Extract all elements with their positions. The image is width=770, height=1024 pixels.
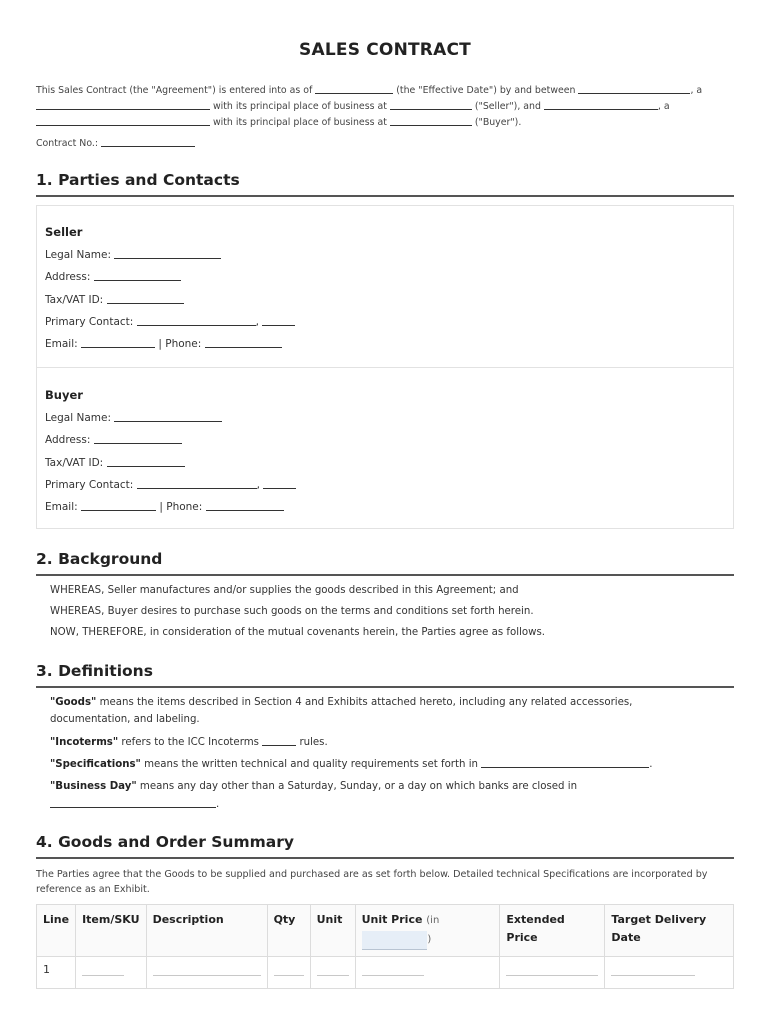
buyer-entity-type-field[interactable] — [36, 116, 210, 126]
definition-business-day: "Business Day" means any day other than a Saturday, Sunday, or a day on which banks are closed in — [50, 781, 578, 792]
buyer-legal-name-field[interactable] — [114, 412, 222, 422]
row-unit-cell[interactable] — [310, 957, 355, 989]
effective-date-field[interactable] — [315, 84, 393, 94]
incoterms-version-field[interactable] — [262, 736, 296, 746]
row-line-number: 1 — [37, 957, 76, 989]
seller-tax-id-row: Tax/VAT ID: — [45, 294, 184, 306]
seller-legal-name-field[interactable] — [114, 249, 221, 259]
col-unit: Unit — [310, 905, 355, 957]
col-target-delivery-date: Target Delivery Date — [605, 905, 734, 957]
seller-email-field[interactable] — [81, 338, 155, 348]
row-item-sku-cell[interactable] — [76, 957, 146, 989]
col-line: Line — [37, 905, 76, 957]
definition-goods-cont: documentation, and labeling. — [50, 714, 200, 725]
definition-business-day-cont: . — [50, 798, 219, 810]
seller-address-line-field[interactable] — [94, 271, 181, 281]
seller-title: Seller — [45, 225, 83, 239]
background-now-therefore: NOW, THEREFORE, in consideration of the mutual covenants herein, the Parties agree as follows. — [50, 627, 546, 638]
col-description: Description — [146, 905, 267, 957]
document-title: SALES CONTRACT — [299, 40, 471, 60]
buyer-phone-field[interactable] — [206, 501, 284, 511]
buyer-legal-name-row: Legal Name: — [45, 412, 222, 424]
business-day-jurisdiction-field[interactable] — [50, 798, 216, 808]
buyer-email-row: Email: | Phone: — [45, 501, 284, 513]
seller-entity-type-field[interactable] — [36, 100, 210, 110]
contract-number-field[interactable] — [101, 137, 195, 147]
specifications-reference-field[interactable] — [481, 758, 649, 768]
goods-table — [36, 904, 734, 989]
col-item-sku: Item/SKU — [76, 905, 146, 957]
row-qty-cell[interactable] — [267, 957, 310, 989]
buyer-address-row: Address: — [45, 434, 182, 446]
buyer-address-line-field[interactable] — [94, 434, 182, 444]
section-2-heading: 2. Background — [36, 550, 734, 576]
buyer-contact-name-field[interactable] — [137, 479, 257, 489]
buyer-primary-contact-row: Primary Contact: , — [45, 479, 296, 491]
row-unit-price-cell[interactable] — [355, 957, 500, 989]
section-4-heading: 4. Goods and Order Summary — [36, 833, 734, 859]
seller-block — [37, 206, 733, 368]
buyer-address-field[interactable] — [390, 116, 472, 126]
intro-line-2: with its principal place of business at ("Seller"), and , a — [36, 100, 736, 112]
definition-goods: "Goods" means the items described in Section 4 and Exhibits attached hereto, including any related accessories, — [50, 697, 633, 708]
seller-email-row: Email: | Phone: — [45, 338, 282, 350]
row-extended-price-cell[interactable] — [500, 957, 605, 989]
buyer-email-field[interactable] — [81, 501, 156, 511]
seller-address-row: Address: — [45, 271, 181, 283]
section-1-heading: 1. Parties and Contacts — [36, 171, 734, 197]
seller-phone-field[interactable] — [205, 338, 282, 348]
seller-name-field[interactable] — [578, 84, 690, 94]
buyer-name-field[interactable] — [544, 100, 658, 110]
definition-specifications: "Specifications" means the written technical and quality requirements set forth in . — [50, 759, 653, 770]
col-unit-price: Unit Price (in [Currency] ) — [355, 905, 500, 957]
seller-contact-title-field[interactable] — [262, 316, 295, 326]
seller-tax-id-field[interactable] — [107, 294, 184, 304]
seller-legal-name-row: Legal Name: — [45, 249, 221, 261]
currency-placeholder[interactable]: [Currency] — [362, 931, 428, 950]
seller-address-field[interactable] — [390, 100, 472, 110]
buyer-contact-title-field[interactable] — [263, 479, 296, 489]
order-summary-note: The Parties agree that the Goods to be supplied and purchased are as set forth below. Detailed technical Specifications are incorporated by reference as an Exhibit. — [36, 869, 708, 895]
parties-box — [36, 205, 734, 529]
contract-number-row: Contract No.: — [36, 137, 736, 149]
col-extended-price: Extended Price — [500, 905, 605, 957]
row-description-cell[interactable] — [146, 957, 267, 989]
intro-line-3: with its principal place of business at ("Buyer"). — [36, 116, 736, 128]
intro-line-1: This Sales Contract (the "Agreement") is entered into as of (the "Effective Date") by and between , a — [36, 85, 703, 96]
buyer-block — [37, 367, 733, 529]
seller-primary-contact-row: Primary Contact: , — [45, 316, 295, 328]
buyer-tax-id-row: Tax/VAT ID: — [45, 457, 185, 469]
definition-incoterms: "Incoterms" refers to the ICC Incoterms rules. — [50, 737, 328, 748]
goods-table-header-row — [37, 905, 734, 957]
seller-contact-name-field[interactable] — [137, 316, 256, 326]
col-qty: Qty — [267, 905, 310, 957]
background-whereas-2: WHEREAS, Buyer desires to purchase such goods on the terms and conditions set forth herein. — [50, 606, 534, 617]
buyer-title: Buyer — [45, 388, 83, 402]
buyer-tax-id-field[interactable] — [107, 457, 185, 467]
section-3-heading: 3. Definitions — [36, 662, 734, 688]
row-target-delivery-cell[interactable] — [605, 957, 734, 989]
background-whereas-1: WHEREAS, Seller manufactures and/or supplies the goods described in this Agreement; and — [50, 585, 519, 596]
table-row — [37, 957, 734, 989]
